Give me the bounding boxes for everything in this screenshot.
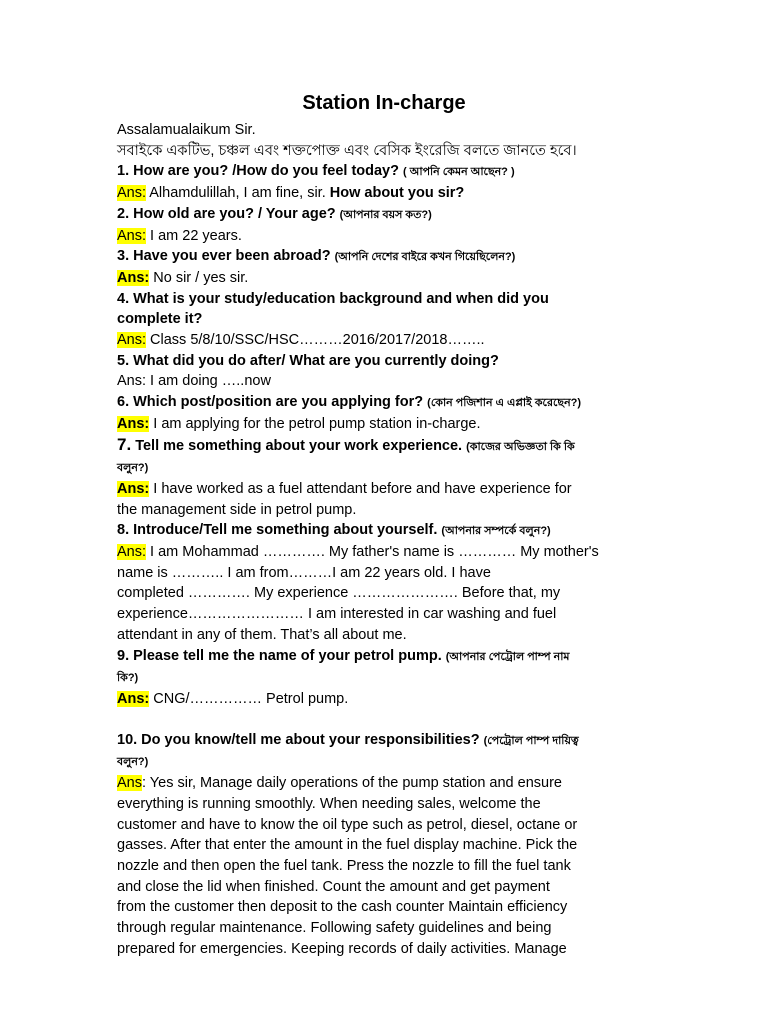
question-9-bengali: (আপনার পেট্রোল পাম্প নাম (445, 650, 570, 663)
bengali-note: সবাইকে একটিভ, চঞ্চল এবং শক্তপোক্ত এবং বেসিক ইংরেজি বলতে জানতে হবে। (117, 142, 577, 159)
question-10-bengali-cont (117, 751, 657, 773)
answer-5: Ans: I am doing …..now (117, 373, 271, 390)
question-7 (117, 435, 657, 458)
question-1-text: 1. How are you? /How do you feel today? (117, 163, 399, 180)
answer-1 (117, 183, 657, 204)
answer-label-no-colon: Ans (117, 775, 142, 792)
answer-2 (117, 226, 657, 247)
answer-8-line-4: experience…………………… I am interested in car washing and fuel (117, 606, 557, 623)
question-1 (117, 161, 657, 183)
answer-1-text: Alhamdulillah, I am fine, sir. (146, 185, 330, 202)
answer-4-text: Class 5/8/10/SSC/HSC………2016/2017/2018…….. (146, 332, 485, 349)
answer-label: Ans: (117, 544, 147, 561)
answer-10-line-7: from the customer then deposit to the cash counter Maintain efficiency (117, 899, 568, 916)
answer-8-text: I am Mohammad …………. My father's name is ………… My mother's (146, 544, 599, 561)
answer-8 (117, 542, 657, 563)
question-7-bengali-cont (117, 457, 657, 479)
answer-7-text: I have worked as a fuel attendant before and have experience for (149, 480, 572, 497)
answer-label: Ans: (117, 185, 147, 202)
paragraph-gap (117, 710, 657, 730)
answer-8-line-2: name is ……….. I am from………I am 22 years old. I have (117, 564, 491, 581)
answer-label: Ans: (117, 227, 147, 244)
answer-label: Ans: (117, 690, 150, 707)
question-2-text: 2. How old are you? / Your age? (117, 205, 336, 222)
answer-label: Ans: (117, 269, 150, 286)
question-7-number: 7. (117, 434, 132, 454)
answer-8-line-3: completed …………. My experience …………………. Before that, my (117, 585, 561, 602)
answer-4 (117, 330, 657, 351)
answer-2-text: I am 22 years. (146, 227, 242, 244)
answer-10-line-9: prepared for emergencies. Keeping records of daily activities. Manage (117, 940, 567, 957)
question-8 (117, 520, 657, 542)
question-6-text: 6. Which post/position are you applying for? (117, 394, 424, 411)
question-10-bengali-line-2: বলুন?) (117, 756, 149, 769)
question-2-bengali: (আপনার বয়স কত?) (339, 208, 432, 221)
answer-8-line-5: attendant in any of them. That’s all about me. (117, 626, 407, 643)
answer-3 (117, 268, 657, 289)
question-6-bengali: (কোন পজিশান এ এপ্লাই করেছেন?) (427, 397, 582, 410)
answer-10-line-3: customer and have to know the oil type such as petrol, diesel, octane or (117, 816, 578, 833)
question-3-text: 3. Have you ever been abroad? (117, 248, 331, 265)
question-9-text: 9. Please tell me the name of your petrol pump. (117, 647, 442, 664)
question-2 (117, 204, 657, 226)
question-7-bengali: (কাজের অভিজ্ঞতা কি কি (466, 440, 575, 453)
question-3-bengali: (আপনি দেশের বাইরে কখন গিয়েছিলেন?) (334, 251, 516, 264)
question-8-text: 8. Introduce/Tell me something about yourself. (117, 522, 438, 539)
question-8-bengali: (আপনার সম্পর্কে বলুন?) (441, 525, 551, 538)
question-10-text: 10. Do you know/tell me about your responsibilities? (117, 731, 480, 748)
answer-label: Ans: (117, 415, 150, 432)
question-5: 5. What did you do after/ What are you currently doing? (117, 352, 499, 369)
document-title: Station In-charge (302, 92, 466, 114)
answer-10-line-2: everything is running smoothly. When needing sales, welcome the (117, 795, 541, 812)
answer-10-line-8: through regular maintenance. Following safety guidelines and being (117, 920, 552, 937)
question-9-bengali-line-2: কি?) (117, 672, 139, 685)
answer-10-text: : Yes sir, Manage daily operations of the pump station and ensure (142, 775, 562, 792)
answer-10-line-5: nozzle and then open the fuel tank. Press the nozzle to fill the fuel tank (117, 857, 571, 874)
answer-7-line-2: the management side in petrol pump. (117, 501, 357, 518)
answer-9-text: CNG/…………… Petrol pump. (149, 690, 349, 707)
question-7-text: Tell me something about your work experience. (131, 437, 463, 454)
answer-9 (117, 689, 657, 710)
question-3 (117, 246, 657, 268)
question-4-line-1: 4. What is your study/education background and when did you (117, 290, 549, 307)
answer-label: Ans: (117, 480, 150, 497)
answer-3-text: No sir / yes sir. (149, 269, 249, 286)
question-9-bengali-cont (117, 667, 657, 689)
answer-6-text: I am applying for the petrol pump station in-charge. (149, 415, 481, 432)
document-body (117, 120, 657, 959)
answer-7 (117, 479, 657, 500)
question-1-bengali: ( আপনি কেমন আছেন? ) (403, 166, 515, 179)
question-10 (117, 730, 657, 752)
answer-10-line-4: gasses. After that enter the amount in the fuel display machine. Pick the (117, 837, 578, 854)
question-9 (117, 646, 657, 668)
question-10-bengali: (পেট্রোল পাম্প দায়িত্ব (483, 734, 579, 747)
question-4-line-2: complete it? (117, 311, 203, 328)
greeting: Assalamualaikum Sir. (117, 122, 256, 138)
question-7-bengali-line-2: বলুন?) (117, 462, 149, 475)
answer-10 (117, 773, 657, 794)
question-6 (117, 392, 657, 414)
answer-6 (117, 414, 657, 435)
answer-label: Ans: (117, 332, 147, 349)
answer-1-bold: How about you sir? (329, 185, 465, 202)
answer-10-line-6: and close the lid when finished. Count the amount and get payment (117, 878, 550, 895)
